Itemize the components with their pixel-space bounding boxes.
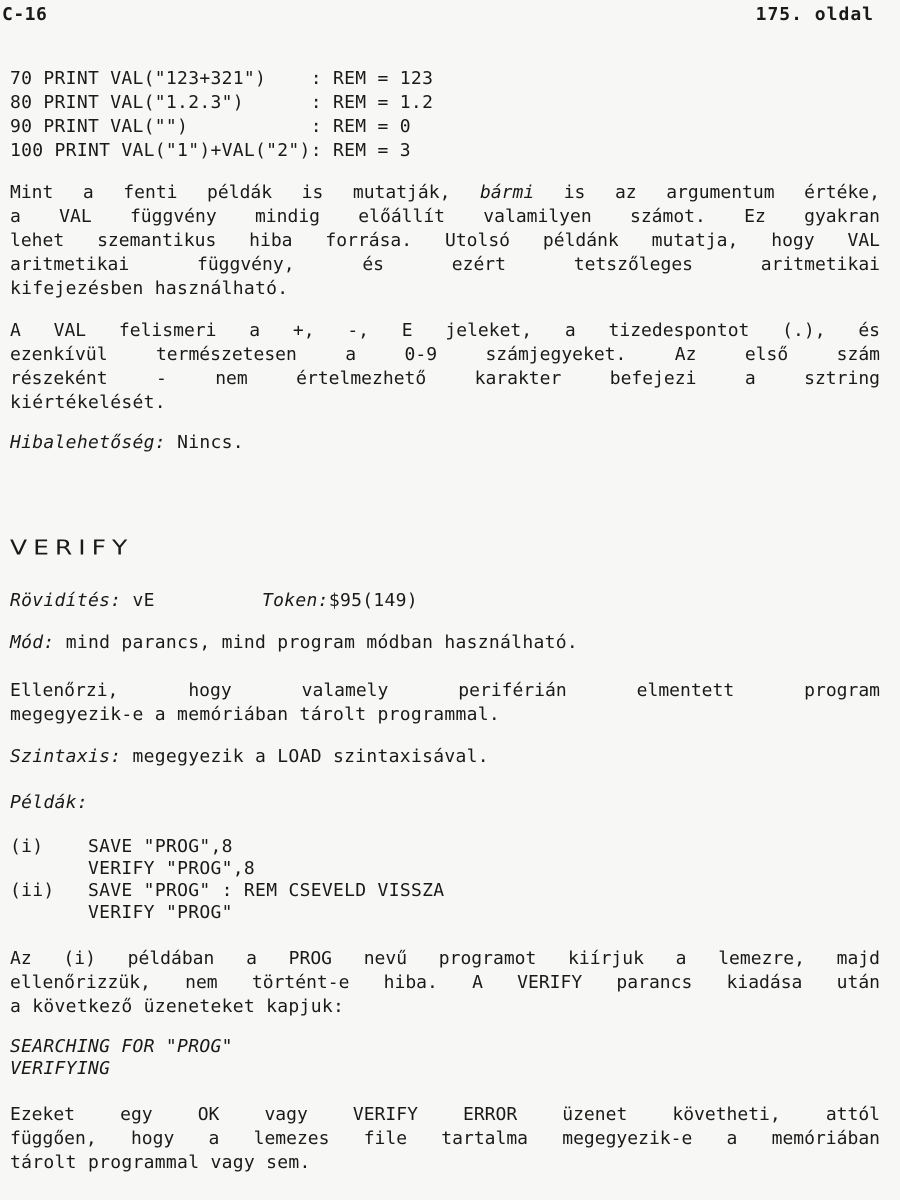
abbrev-label: Rövidítés:	[10, 590, 122, 611]
error-note-label: Hibalehetőség:	[10, 432, 166, 453]
example-code: VERIFY "PROG"	[88, 902, 233, 923]
chapter-code: C-16	[2, 4, 48, 25]
paragraph-line: aritmetikai függvény, és ezért tetszőleges aritmetikai	[10, 254, 880, 275]
code-line: 70 PRINT VAL("123+321") : REM = 123	[10, 68, 434, 89]
code-line: 80 PRINT VAL("1.2.3") : REM = 1.2	[10, 92, 434, 113]
paragraph-line: függően, hogy a lemezes file tartalma megegyezik-e a memóriában	[10, 1128, 880, 1149]
example-code: SAVE "PROG" : REM CSEVELD VISSZA	[88, 880, 445, 901]
section-title: VERIFY	[10, 536, 134, 560]
page-header	[0, 4, 900, 28]
mode-value: mind parancs, mind program módban használható.	[65, 632, 579, 653]
paragraph-line: részeként - nem értelmezhető karakter befejezi a sztring	[10, 368, 880, 389]
paragraph-line: kifejezésben használható.	[10, 278, 289, 299]
message-line: VERIFYING	[10, 1058, 111, 1079]
paragraph-line: Ezeket egy OK vagy VERIFY ERROR üzenet követheti, attól	[10, 1104, 880, 1125]
paragraph-line: a VAL függvény mindig előállít valamilyen számot. Ez gyakran	[10, 206, 880, 227]
paragraph-line: A VAL felismeri a +, -, E jeleket, a tizedespontot (.), és	[10, 320, 880, 341]
error-note-value: Nincs.	[177, 432, 244, 453]
paragraph-line: ellenőrizzük, nem történt-e hiba. A VERIFY parancs kiadása után	[10, 972, 880, 993]
token-label: Token:	[262, 590, 329, 611]
code-line: 100 PRINT VAL("1")+VAL("2"): REM = 3	[10, 140, 411, 161]
text-span: is az argumentum értéke,	[563, 182, 880, 203]
examples-label: Példák:	[10, 792, 88, 813]
example-tag: (i)	[10, 836, 44, 857]
code-line: 90 PRINT VAL("") : REM = 0	[10, 116, 411, 137]
description-line: Ellenőrzi, hogy valamely periférián elmentett program	[10, 680, 880, 701]
syntax-row	[10, 746, 489, 767]
token-row	[262, 590, 418, 611]
mode-label: Mód:	[10, 632, 55, 653]
paragraph-line: kiértékelését.	[10, 392, 166, 413]
emphasis-text: bármi	[479, 182, 535, 203]
mode-row	[10, 632, 578, 653]
paragraph-line: Az (i) példában a PROG nevű programot kiírjuk a lemezre, majd	[10, 948, 880, 969]
message-line: SEARCHING FOR "PROG"	[10, 1036, 233, 1057]
abbrev-row	[10, 590, 155, 611]
syntax-label: Szintaxis:	[10, 746, 122, 767]
paragraph-line: tárolt programmal vagy sem.	[10, 1152, 311, 1173]
error-note	[10, 432, 244, 453]
token-value: $95(149)	[328, 590, 418, 611]
page-number: 175. oldal	[755, 4, 874, 25]
paragraph-line	[10, 182, 880, 203]
example-code: SAVE "PROG",8	[88, 836, 233, 857]
example-tag: (ii)	[10, 880, 55, 901]
text-span: Mint a fenti példák is mutatják,	[10, 182, 451, 203]
abbrev-value: vE	[132, 590, 155, 611]
description-line: megegyezik-e a memóriában tárolt programmal.	[10, 704, 501, 725]
paragraph-line: a következő üzeneteket kapjuk:	[10, 996, 345, 1017]
syntax-value: megegyezik a LOAD szintaxisával.	[132, 746, 489, 767]
paragraph-line: ezenkívül természetesen a 0-9 számjegyeket. Az első szám	[10, 344, 880, 365]
paragraph-line: lehet szemantikus hiba forrása. Utolsó példánk mutatja, hogy VAL	[10, 230, 880, 251]
example-code: VERIFY "PROG",8	[88, 858, 256, 879]
